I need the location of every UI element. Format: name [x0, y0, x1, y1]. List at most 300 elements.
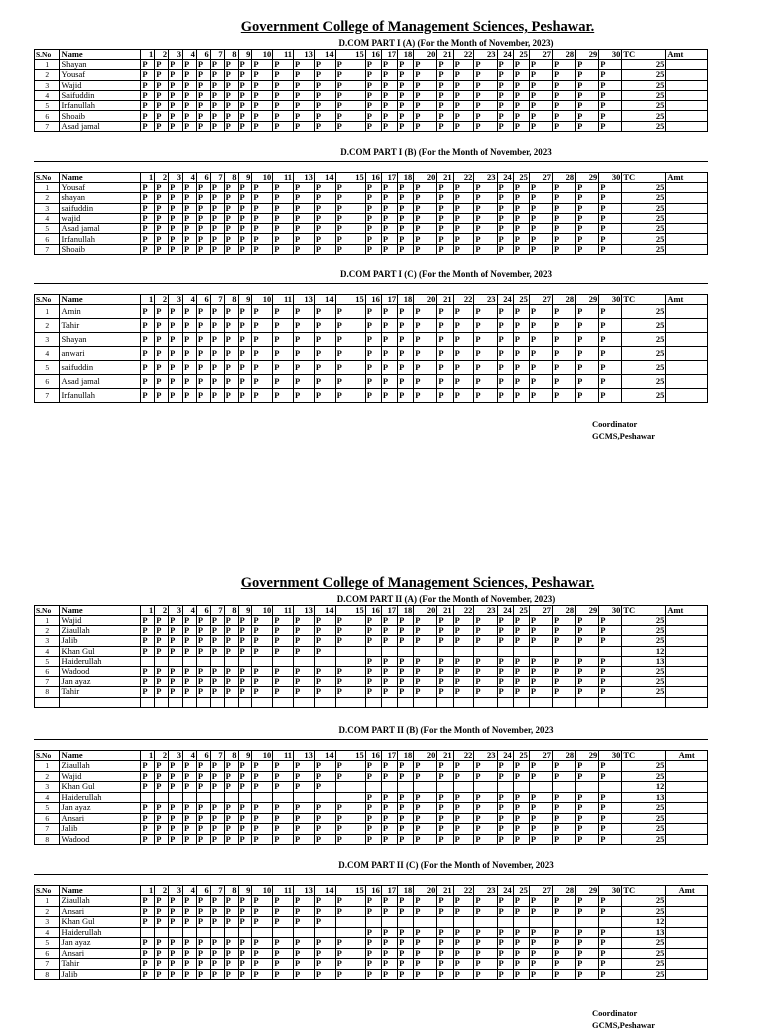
attendance-cell: P [314, 938, 335, 949]
attendance-cell: P [576, 319, 599, 333]
attendance-cell: P [474, 213, 497, 223]
section-divider [34, 874, 708, 875]
attendance-cell: P [474, 60, 497, 70]
attendance-cell: P [599, 183, 622, 193]
attendance-cell: P [155, 213, 169, 223]
attendance-cell: P [294, 333, 315, 347]
attendance-cell: P [210, 896, 224, 907]
attendance-cell [576, 782, 599, 793]
attendance-cell: P [513, 906, 529, 917]
attendance-cell: P [169, 234, 183, 244]
row-sno: 8 [35, 969, 60, 980]
attendance-cell: P [335, 70, 365, 80]
attendance-cell: P [238, 213, 252, 223]
attendance-cell: P [474, 70, 497, 80]
attendance-cell: P [497, 927, 513, 938]
attendance-cell: P [294, 646, 315, 656]
attendance-cell: P [576, 305, 599, 319]
attendance-cell: P [169, 183, 183, 193]
attendance-cell: P [497, 656, 513, 666]
attendance-cell: P [224, 361, 238, 375]
attendance-cell: P [335, 101, 365, 111]
attendance-cell: P [513, 687, 529, 697]
attendance-cell: P [252, 687, 273, 697]
header-amt: Amt [666, 886, 708, 896]
attendance-cell: P [437, 90, 453, 100]
attendance-cell: P [576, 927, 599, 938]
total-count: 25 [622, 361, 666, 375]
header-day: 20 [414, 606, 437, 616]
header-day: 21 [437, 886, 453, 896]
attendance-cell: P [141, 906, 155, 917]
attendance-cell: P [553, 813, 576, 824]
attendance-cell [497, 782, 513, 793]
attendance-cell: P [141, 361, 155, 375]
attendance-cell: P [414, 183, 437, 193]
header-day: 18 [398, 751, 414, 761]
attendance-cell: P [252, 361, 273, 375]
attendance-cell [294, 656, 315, 666]
attendance-cell: P [196, 361, 210, 375]
header-day: 8 [224, 886, 238, 896]
college-title: Government College of Management Sciences, Peshawar. [240, 575, 595, 591]
attendance-cell: P [365, 333, 381, 347]
student-name: Haiderullah [60, 792, 141, 803]
table-header-row [35, 173, 708, 183]
attendance-cell: P [365, 203, 381, 213]
attendance-cell: P [513, 347, 529, 361]
coordinator-title: Coordinator [592, 1008, 638, 1018]
attendance-cell: P [183, 917, 197, 928]
attendance-cell: P [381, 896, 397, 907]
attendance-cell: P [252, 896, 273, 907]
attendance-cell: P [252, 121, 273, 131]
header-day: 11 [273, 173, 294, 183]
attendance-cell: P [437, 80, 453, 90]
attendance-cell: P [210, 305, 224, 319]
header-amt: Amt [666, 173, 708, 183]
attendance-cell: P [576, 361, 599, 375]
attendance-cell: P [414, 616, 437, 626]
attendance-cell: P [294, 90, 315, 100]
attendance-cell: P [294, 193, 315, 203]
attendance-cell: P [497, 896, 513, 907]
attendance-cell: P [224, 193, 238, 203]
attendance-cell: P [553, 616, 576, 626]
attendance-cell: P [365, 183, 381, 193]
attendance-cell: P [529, 813, 552, 824]
attendance-cell: P [314, 80, 335, 90]
total-count: 25 [622, 824, 666, 835]
attendance-cell: P [414, 203, 437, 213]
attendance-cell: P [169, 616, 183, 626]
header-day: 8 [224, 606, 238, 616]
coordinator-signature [592, 418, 655, 442]
amount-cell [666, 969, 708, 980]
attendance-cell: P [273, 803, 294, 814]
attendance-cell: P [414, 969, 437, 980]
amount-cell [666, 896, 708, 907]
attendance-cell: P [365, 906, 381, 917]
attendance-cell: P [497, 361, 513, 375]
attendance-cell [169, 656, 183, 666]
attendance-cell: P [453, 834, 474, 845]
attendance-cell: P [553, 969, 576, 980]
attendance-cell: P [183, 111, 197, 121]
attendance-cell: P [252, 90, 273, 100]
attendance-cell: P [381, 80, 397, 90]
attendance-cell: P [513, 70, 529, 80]
attendance-cell: P [314, 183, 335, 193]
attendance-cell: P [224, 959, 238, 970]
attendance-cell: P [474, 121, 497, 131]
header-day: 24 [497, 295, 513, 305]
attendance-cell: P [314, 347, 335, 361]
attendance-cell: P [576, 90, 599, 100]
attendance-cell: P [497, 636, 513, 646]
attendance-cell: P [155, 183, 169, 193]
attendance-cell: P [141, 203, 155, 213]
attendance-cell: P [453, 896, 474, 907]
attendance-cell: P [453, 333, 474, 347]
table-row [35, 319, 708, 333]
attendance-cell: P [141, 677, 155, 687]
attendance-cell: P [474, 959, 497, 970]
student-name: Shayan [60, 333, 141, 347]
attendance-cell: P [273, 80, 294, 90]
table-row [35, 938, 708, 949]
attendance-cell: P [497, 333, 513, 347]
attendance-cell: P [196, 183, 210, 193]
header-day: 20 [414, 751, 437, 761]
attendance-cell: P [553, 213, 576, 223]
attendance-cell: P [437, 203, 453, 213]
attendance-cell: P [183, 361, 197, 375]
header-day: 2 [155, 173, 169, 183]
attendance-cell: P [437, 616, 453, 626]
attendance-cell: P [553, 193, 576, 203]
attendance-cell: P [294, 305, 315, 319]
attendance-cell: P [335, 333, 365, 347]
attendance-cell: P [599, 234, 622, 244]
row-sno: 7 [35, 677, 60, 687]
row-sno: 5 [35, 656, 60, 666]
attendance-cell: P [497, 111, 513, 121]
header-day: 24 [497, 173, 513, 183]
attendance-cell: P [141, 70, 155, 80]
amount-cell [666, 792, 708, 803]
student-name [60, 697, 141, 707]
row-sno: 6 [35, 813, 60, 824]
header-day: 9 [238, 886, 252, 896]
header-day: 18 [398, 173, 414, 183]
attendance-cell: P [335, 183, 365, 193]
attendance-cell [196, 697, 210, 707]
attendance-cell: P [169, 244, 183, 254]
attendance-cell: P [398, 803, 414, 814]
header-name: Name [60, 886, 141, 896]
header-day: 28 [553, 751, 576, 761]
attendance-cell [576, 697, 599, 707]
attendance-cell: P [414, 121, 437, 131]
attendance-cell: P [474, 319, 497, 333]
attendance-cell: P [576, 70, 599, 80]
table-row [35, 234, 708, 244]
attendance-cell: P [155, 959, 169, 970]
attendance-cell: P [599, 792, 622, 803]
attendance-cell: P [453, 626, 474, 636]
attendance-cell: P [210, 121, 224, 131]
attendance-cell: P [365, 305, 381, 319]
attendance-cell: P [252, 183, 273, 193]
attendance-cell: P [474, 244, 497, 254]
row-sno: 2 [35, 771, 60, 782]
attendance-cell [553, 697, 576, 707]
attendance-cell: P [576, 60, 599, 70]
attendance-cell: P [273, 782, 294, 793]
attendance-cell: P [453, 224, 474, 234]
attendance-cell [398, 782, 414, 793]
amount-cell [666, 193, 708, 203]
attendance-cell: P [141, 917, 155, 928]
header-day: 13 [294, 606, 315, 616]
attendance-cell: P [238, 389, 252, 403]
coordinator-signature [592, 1007, 655, 1031]
header-day: 17 [381, 751, 397, 761]
attendance-cell: P [437, 906, 453, 917]
header-day: 23 [474, 173, 497, 183]
attendance-cell: P [414, 70, 437, 80]
attendance-cell: P [224, 803, 238, 814]
attendance-cell [529, 697, 552, 707]
attendance-cell [335, 792, 365, 803]
attendance-cell: P [381, 626, 397, 636]
attendance-cell: P [141, 111, 155, 121]
attendance-cell: P [453, 361, 474, 375]
attendance-cell [169, 697, 183, 707]
section-title: D.COM PART II (B) (For the Month of November, 2023 [338, 725, 554, 735]
attendance-cell: P [273, 824, 294, 835]
attendance-cell: P [529, 80, 552, 90]
attendance-cell: P [314, 761, 335, 772]
attendance-cell: P [252, 101, 273, 111]
attendance-cell: P [183, 121, 197, 131]
attendance-cell: P [398, 375, 414, 389]
attendance-cell: P [252, 948, 273, 959]
total-count: 25 [622, 771, 666, 782]
attendance-cell: P [381, 375, 397, 389]
header-day: 23 [474, 50, 497, 60]
attendance-cell: P [398, 938, 414, 949]
attendance-cell: P [273, 375, 294, 389]
attendance-cell: P [553, 803, 576, 814]
attendance-cell: P [437, 60, 453, 70]
header-day: 8 [224, 295, 238, 305]
attendance-cell [453, 646, 474, 656]
attendance-cell: P [365, 70, 381, 80]
attendance-cell: P [238, 203, 252, 213]
attendance-cell: P [398, 616, 414, 626]
header-day: 6 [196, 606, 210, 616]
attendance-cell: P [238, 375, 252, 389]
header-day: 1 [141, 50, 155, 60]
table-row [35, 347, 708, 361]
total-count: 25 [622, 203, 666, 213]
attendance-cell [196, 927, 210, 938]
attendance-cell: P [183, 782, 197, 793]
attendance-cell [529, 917, 552, 928]
header-day: 11 [273, 886, 294, 896]
attendance-cell: P [238, 333, 252, 347]
attendance-cell: P [141, 803, 155, 814]
attendance-cell [252, 697, 273, 707]
attendance-cell: P [414, 80, 437, 90]
attendance-cell: P [238, 782, 252, 793]
attendance-cell: P [335, 626, 365, 636]
attendance-cell: P [183, 896, 197, 907]
attendance-cell: P [314, 375, 335, 389]
amount-cell [666, 375, 708, 389]
attendance-cell: P [576, 824, 599, 835]
attendance-cell: P [437, 101, 453, 111]
attendance-cell: P [196, 224, 210, 234]
header-day: 27 [529, 606, 552, 616]
attendance-cell: P [314, 121, 335, 131]
table-row [35, 677, 708, 687]
attendance-cell: P [553, 60, 576, 70]
header-day: 11 [273, 751, 294, 761]
attendance-cell: P [238, 938, 252, 949]
attendance-cell [497, 646, 513, 656]
attendance-cell: P [238, 183, 252, 193]
attendance-cell: P [398, 90, 414, 100]
header-day: 7 [210, 295, 224, 305]
header-day: 2 [155, 886, 169, 896]
attendance-cell: P [414, 626, 437, 636]
attendance-cell: P [414, 224, 437, 234]
attendance-cell: P [365, 656, 381, 666]
attendance-cell: P [474, 666, 497, 676]
attendance-cell [196, 792, 210, 803]
attendance-cell: P [335, 80, 365, 90]
attendance-cell: P [314, 917, 335, 928]
header-day: 10 [252, 886, 273, 896]
attendance-cell: P [141, 193, 155, 203]
amount-cell [666, 761, 708, 772]
attendance-cell [513, 697, 529, 707]
attendance-cell: P [414, 803, 437, 814]
header-day: 11 [273, 606, 294, 616]
attendance-cell: P [196, 666, 210, 676]
table-row [35, 792, 708, 803]
attendance-cell: P [210, 60, 224, 70]
attendance-cell [599, 782, 622, 793]
attendance-cell: P [273, 677, 294, 687]
attendance-cell: P [141, 60, 155, 70]
attendance-cell: P [141, 80, 155, 90]
attendance-cell: P [513, 80, 529, 90]
attendance-cell: P [196, 771, 210, 782]
total-count: 25 [622, 60, 666, 70]
attendance-cell: P [365, 803, 381, 814]
attendance-cell [210, 697, 224, 707]
student-name: Asad jamal [60, 121, 141, 131]
attendance-cell [381, 917, 397, 928]
attendance-cell: P [294, 938, 315, 949]
attendance-cell: P [414, 666, 437, 676]
attendance-cell: P [414, 813, 437, 824]
attendance-cell: P [294, 389, 315, 403]
attendance-cell [381, 646, 397, 656]
attendance-cell: P [529, 803, 552, 814]
row-sno: 4 [35, 347, 60, 361]
attendance-cell: P [576, 244, 599, 254]
attendance-cell: P [183, 389, 197, 403]
attendance-cell: P [576, 616, 599, 626]
row-sno: 1 [35, 305, 60, 319]
header-day: 14 [314, 173, 335, 183]
attendance-cell: P [576, 896, 599, 907]
attendance-cell: P [437, 389, 453, 403]
attendance-cell: P [497, 193, 513, 203]
attendance-cell [529, 782, 552, 793]
attendance-cell: P [141, 636, 155, 646]
header-day: 28 [553, 295, 576, 305]
amount-cell [666, 927, 708, 938]
attendance-cell: P [196, 90, 210, 100]
attendance-cell: P [252, 626, 273, 636]
attendance-cell: P [529, 70, 552, 80]
attendance-cell: P [381, 834, 397, 845]
student-name: Jan ayaz [60, 803, 141, 814]
total-count: 13 [622, 927, 666, 938]
attendance-cell: P [196, 761, 210, 772]
attendance-cell: P [365, 834, 381, 845]
header-name: Name [60, 606, 141, 616]
header-day: 14 [314, 295, 335, 305]
attendance-cell: P [155, 389, 169, 403]
attendance-cell: P [183, 646, 197, 656]
attendance-cell: P [576, 969, 599, 980]
attendance-cell: P [414, 213, 437, 223]
header-day: 30 [599, 751, 622, 761]
attendance-cell: P [599, 938, 622, 949]
student-name: Ziaullah [60, 626, 141, 636]
attendance-cell: P [183, 666, 197, 676]
header-amt: Amt [666, 751, 708, 761]
header-day: 21 [437, 50, 453, 60]
attendance-cell [398, 917, 414, 928]
attendance-cell: P [294, 224, 315, 234]
attendance-cell: P [381, 938, 397, 949]
total-count: 25 [622, 244, 666, 254]
attendance-cell: P [529, 193, 552, 203]
attendance-cell: P [599, 626, 622, 636]
attendance-cell: P [169, 319, 183, 333]
attendance-cell: P [183, 319, 197, 333]
attendance-cell [210, 656, 224, 666]
attendance-cell: P [155, 60, 169, 70]
row-sno: 4 [35, 792, 60, 803]
attendance-cell: P [513, 824, 529, 835]
attendance-cell: P [141, 938, 155, 949]
attendance-cell: P [252, 234, 273, 244]
attendance-cell: P [196, 896, 210, 907]
total-count: 13 [622, 656, 666, 666]
attendance-cell: P [365, 666, 381, 676]
attendance-cell: P [381, 666, 397, 676]
attendance-cell [141, 697, 155, 707]
